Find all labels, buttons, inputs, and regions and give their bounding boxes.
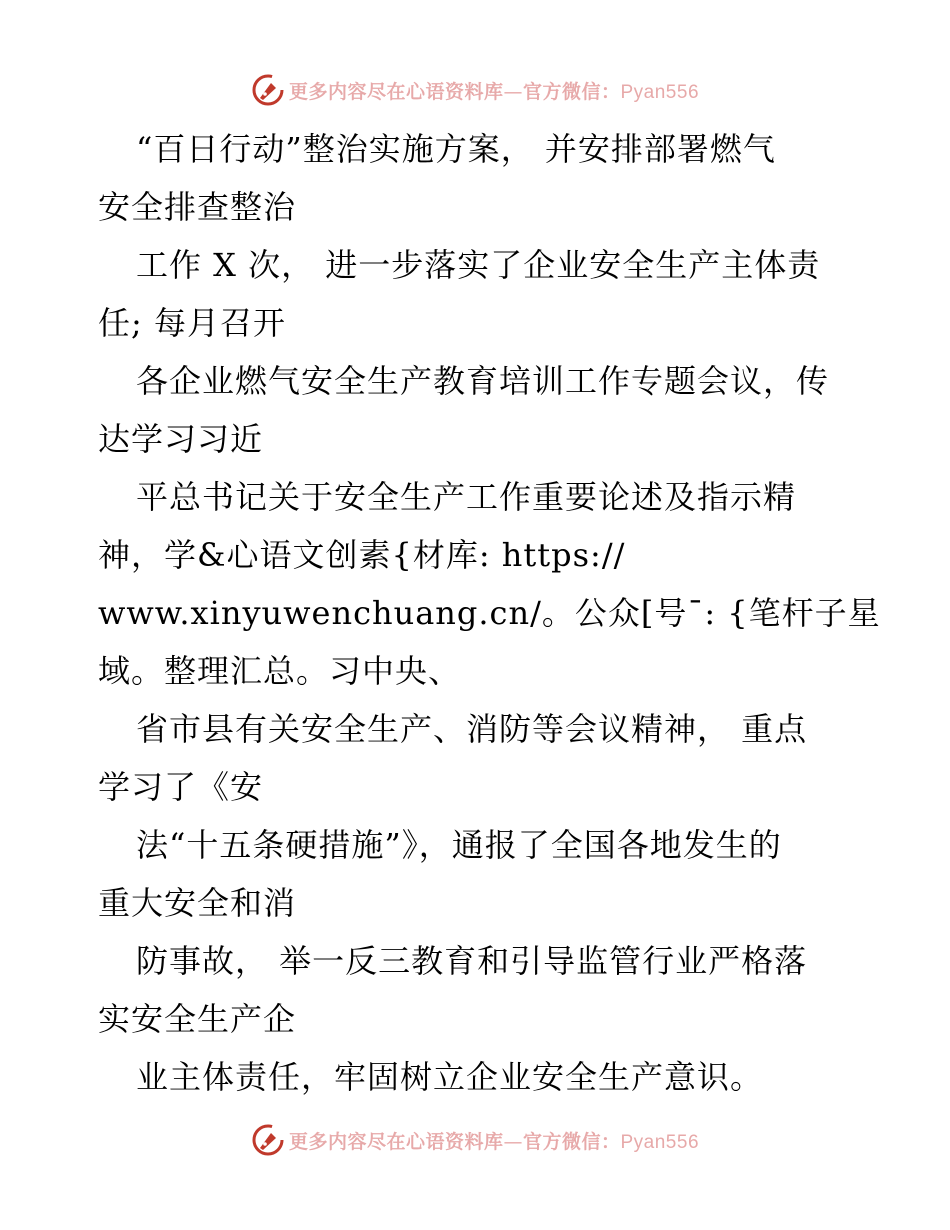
text-line: www.xinyuwenchuang.cn/。公众[号¯: {笔杆子星	[98, 594, 881, 632]
text-line: 业主体责任，牢固树立企业安全生产意识。	[136, 1058, 764, 1096]
text-line: 实安全生产企	[98, 1000, 297, 1038]
banner-separator: —	[503, 1130, 523, 1153]
banner-wechat-id: Pyan556	[620, 1131, 700, 1153]
text-line: 域。整理汇总。习中央、	[98, 652, 462, 690]
text-line: 工作 X 次， 进一步落实了企业安全生产主体责	[136, 246, 821, 284]
text-line: 各企业燃气安全生产教育培训工作专题会议，传	[136, 362, 830, 400]
text-line: 安全排查整治	[98, 188, 297, 226]
text-line: 平总书记关于安全生产工作重要论述及指示精	[136, 478, 797, 516]
document-body	[98, 120, 881, 1106]
text-line: 省市县有关安全生产、消防等会议精神， 重点	[136, 710, 808, 748]
banner-main-text: 更多内容尽在心语资料库	[288, 80, 504, 103]
text-line: 重大安全和消	[98, 884, 297, 922]
footer-watermark-banner	[0, 1120, 950, 1160]
banner-official-label: 官方微信：	[522, 1130, 621, 1153]
text-line: 学习了《安	[98, 768, 264, 806]
pen-nib-circle-icon	[251, 73, 285, 107]
banner-separator: —	[503, 80, 523, 103]
banner-wechat-id: Pyan556	[620, 81, 700, 103]
banner-official-label: 官方微信：	[522, 80, 621, 103]
text-line: “百日行动”整治实施方案， 并安排部署燃气	[136, 130, 776, 168]
header-watermark-banner	[0, 70, 950, 110]
banner-main-text: 更多内容尽在心语资料库	[288, 1130, 504, 1153]
pen-nib-circle-icon	[251, 1123, 285, 1157]
text-line: 神，学&心语文创素{材库: https://	[98, 536, 626, 574]
text-line: 达学习习近	[98, 420, 264, 458]
text-line: 任; 每月召开	[98, 304, 286, 342]
text-line: 防事故， 举一反三教育和引导监管行业严格落	[136, 942, 808, 980]
text-line: 法“十五条硬措施”》，通报了全国各地发生的	[136, 826, 782, 864]
